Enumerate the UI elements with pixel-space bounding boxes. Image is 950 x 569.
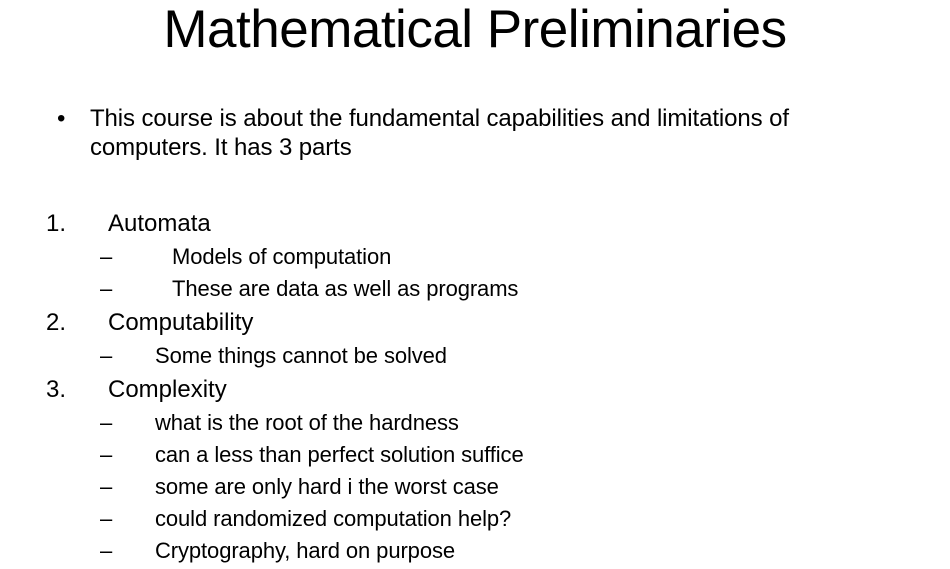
subitem-label: what is the root of the hardness xyxy=(155,410,459,435)
item-label: Complexity xyxy=(108,376,227,403)
outline-subitem xyxy=(0,407,950,439)
subitem-label: can a less than perfect solution suffice xyxy=(155,442,524,467)
outline-list xyxy=(0,206,950,567)
outline-item-computability xyxy=(0,305,950,340)
subitem-label: Models of computation xyxy=(172,244,392,269)
dash-icon: – xyxy=(100,343,113,368)
outline-subitem xyxy=(0,439,950,471)
intro-bullet-item xyxy=(0,104,950,162)
dash-icon: – xyxy=(100,474,113,499)
item-number: 3. xyxy=(46,376,67,403)
outline-subitem xyxy=(0,273,950,305)
subitem-label: These are data as well as programs xyxy=(172,276,519,301)
bullet-icon: • xyxy=(57,105,66,132)
outline-subitem xyxy=(0,503,950,535)
outline-item-automata xyxy=(0,206,950,241)
outline-item-complexity xyxy=(0,372,950,407)
item-number: 2. xyxy=(46,309,67,336)
slide-title: Mathematical Preliminaries xyxy=(163,0,787,59)
dash-icon: – xyxy=(100,506,113,531)
dash-icon: – xyxy=(100,538,113,563)
dash-icon: – xyxy=(100,276,113,301)
outline-subitem xyxy=(0,535,950,567)
item-number: 1. xyxy=(46,210,67,237)
subitem-label: some are only hard i the worst case xyxy=(155,474,499,499)
subitem-label: Some things cannot be solved xyxy=(155,343,447,368)
dash-icon: – xyxy=(100,410,113,435)
dash-icon: – xyxy=(100,244,113,269)
item-label: Automata xyxy=(108,210,211,237)
outline-subitem xyxy=(0,340,950,372)
subitem-label: Cryptography, hard on purpose xyxy=(155,538,455,563)
outline-subitem xyxy=(0,471,950,503)
intro-text: This course is about the fundamental capabilities and limitations of computers. It has 3 parts xyxy=(90,105,789,161)
item-label: Computability xyxy=(108,309,254,336)
outline-subitem xyxy=(0,241,950,273)
dash-icon: – xyxy=(100,442,113,467)
subitem-label: could randomized computation help? xyxy=(155,506,512,531)
